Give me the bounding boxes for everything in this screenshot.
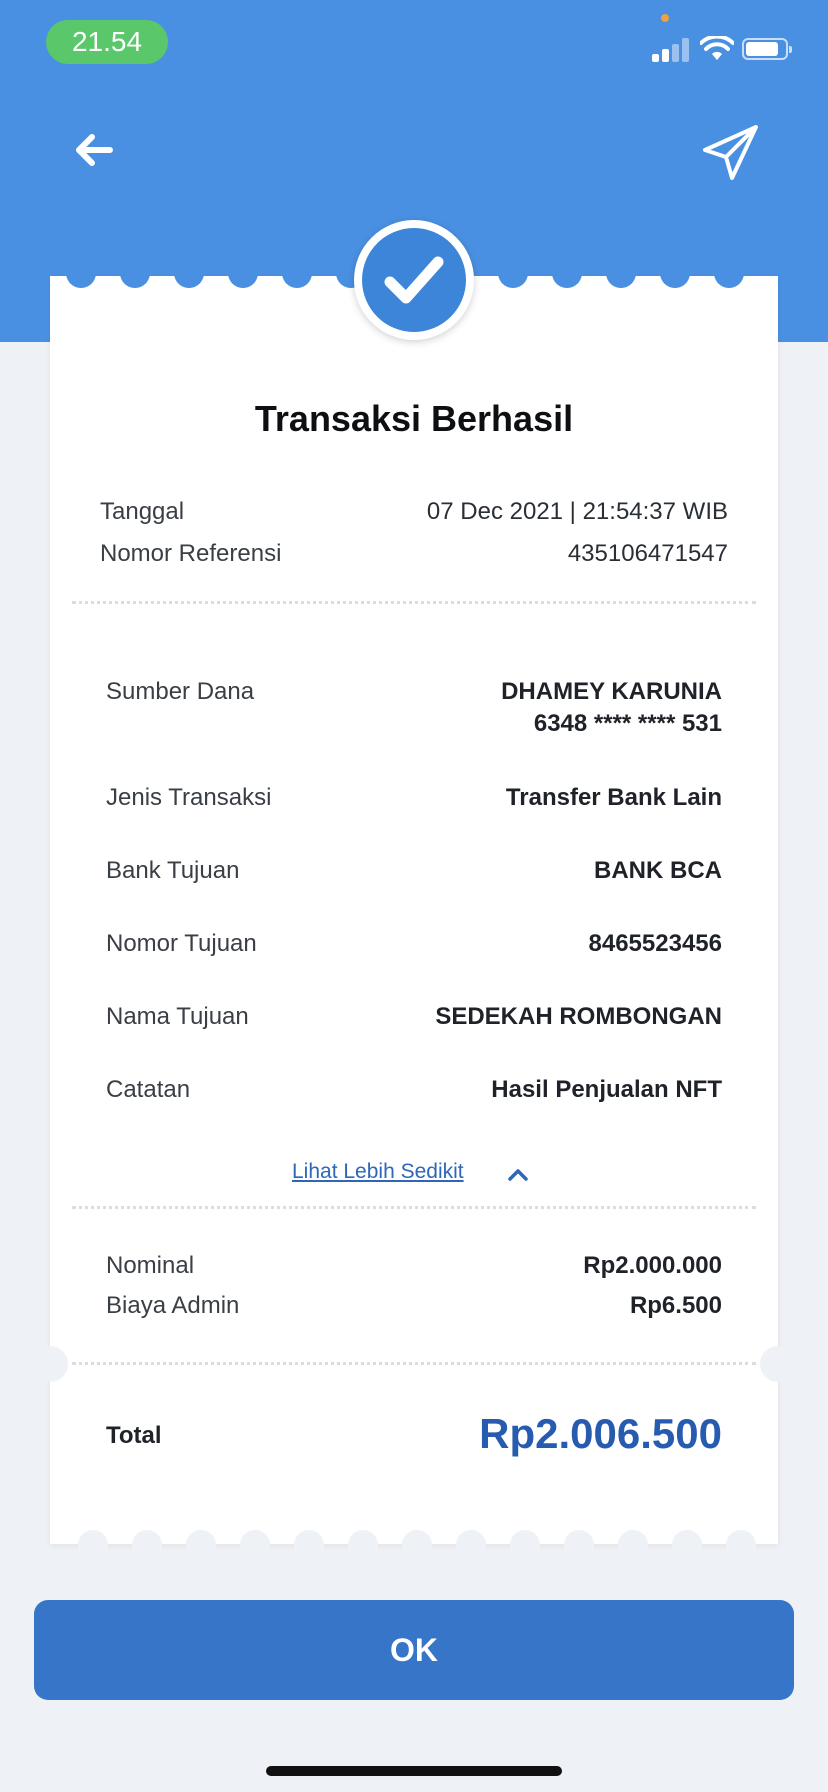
nominal-value: Rp2.000.000 bbox=[583, 1252, 722, 1279]
total-label: Total bbox=[106, 1422, 162, 1449]
status-time: 21.54 bbox=[46, 20, 168, 64]
success-badge bbox=[354, 220, 474, 340]
destination-number-value: 8465523456 bbox=[588, 930, 722, 957]
type-label: Jenis Transaksi bbox=[106, 784, 272, 811]
date-label: Tanggal bbox=[100, 498, 185, 525]
source-name: DHAMEY KARUNIA bbox=[501, 678, 722, 705]
note-value: Hasil Penjualan NFT bbox=[491, 1076, 722, 1103]
total-value: Rp2.006.500 bbox=[479, 1410, 722, 1457]
reference-label: Nomor Referensi bbox=[100, 540, 282, 567]
paper-plane-icon[interactable] bbox=[700, 122, 762, 184]
cellular-signal-icon bbox=[652, 36, 690, 62]
admin-fee-value: Rp6.500 bbox=[629, 1292, 722, 1319]
battery-icon bbox=[742, 38, 788, 60]
check-icon bbox=[382, 250, 446, 310]
page-title: Transaksi Berhasil bbox=[254, 398, 574, 439]
divider bbox=[72, 1206, 756, 1209]
receipt-scallop-bottom bbox=[50, 1528, 778, 1558]
privacy-indicator-dot bbox=[661, 14, 669, 22]
ok-button[interactable]: OK bbox=[34, 1600, 794, 1700]
arrow-left-icon[interactable] bbox=[66, 122, 122, 178]
home-indicator[interactable] bbox=[266, 1766, 562, 1776]
receipt-notch-left bbox=[32, 1346, 68, 1382]
type-value: Transfer Bank Lain bbox=[505, 784, 722, 811]
divider bbox=[72, 1362, 756, 1365]
receipt-card bbox=[50, 276, 778, 1544]
show-less-link[interactable]: Lihat Lebih Sedikit bbox=[292, 1160, 464, 1183]
bank-value: BANK BCA bbox=[594, 857, 722, 884]
chevron-up-icon[interactable] bbox=[506, 1166, 530, 1182]
destination-number-label: Nomor Tujuan bbox=[106, 930, 257, 957]
destination-name-value: SEDEKAH ROMBONGAN bbox=[435, 1003, 722, 1030]
wifi-icon bbox=[700, 36, 734, 62]
bank-label: Bank Tujuan bbox=[106, 857, 240, 884]
destination-name-label: Nama Tujuan bbox=[106, 1003, 249, 1030]
reference-value: 435106471547 bbox=[567, 540, 728, 567]
source-label: Sumber Dana bbox=[106, 678, 255, 705]
nominal-label: Nominal bbox=[106, 1252, 195, 1279]
divider bbox=[72, 601, 756, 604]
admin-fee-label: Biaya Admin bbox=[106, 1292, 240, 1319]
receipt-notch-right bbox=[760, 1346, 796, 1382]
source-account: 6348 **** **** 531 bbox=[533, 710, 722, 737]
note-label: Catatan bbox=[106, 1076, 191, 1103]
date-value: 07 Dec 2021 | 21:54:37 WIB bbox=[426, 498, 728, 525]
